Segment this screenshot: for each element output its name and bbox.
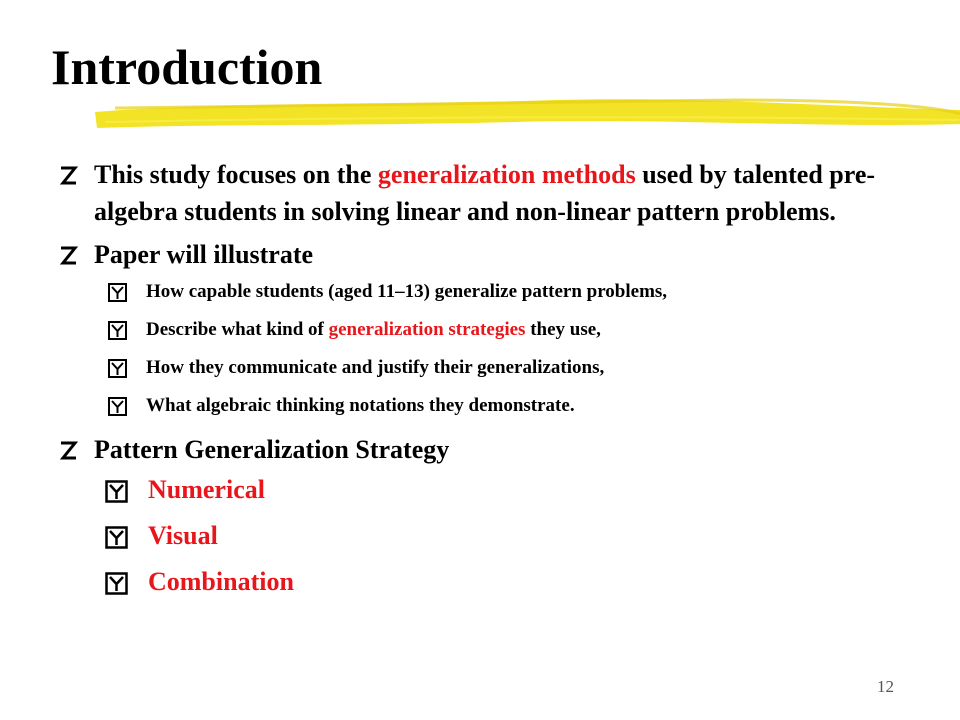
subbullet-communicate [58,355,938,381]
bullet-text-post: used by talented pre-algebra students in solving linear and non-linear pattern problems. [94,160,876,226]
subbullet-capable-students [58,279,938,305]
subbullet-text: How capable students (aged 11–13) generalize pattern problems, [146,281,668,302]
bullet-pattern-strategy [58,431,938,468]
z-bullet-icon [58,431,80,468]
illustrate-sublist [58,279,938,419]
checkbox-bullet-icon [105,480,128,503]
strategy-label: Combination [148,567,294,596]
slide-body [58,156,938,612]
slide-title: Introduction [51,39,323,95]
subbullet-text-pre: Describe what kind of [146,319,329,340]
strategy-label: Numerical [148,475,265,504]
bullet-text: Pattern Generalization Strategy [94,435,450,464]
subbullet-text: What algebraic thinking notations they demonstrate. [146,395,575,416]
bullet-paper-illustrate [58,236,938,273]
checkbox-bullet-icon [105,526,128,549]
subbullet-notations [58,393,938,419]
strategy-sublist [58,474,938,598]
checkbox-bullet-icon [108,359,127,378]
strategy-visual [58,520,938,552]
page-number: 12 [877,677,894,696]
strategy-label: Visual [148,521,218,550]
checkbox-bullet-icon [105,572,128,595]
checkbox-bullet-icon [108,321,127,340]
bullet-text: Paper will illustrate [94,240,314,269]
highlight-generalization-strategies: generalization strategies [328,319,526,340]
z-bullet-icon [58,236,80,273]
checkbox-bullet-icon [108,283,127,302]
strategy-combination [58,566,938,598]
strategy-numerical [58,474,938,506]
subbullet-text: How they communicate and justify their generalizations, [146,357,605,378]
bullet-study-focus [58,156,938,230]
highlight-generalization-methods: generalization methods [377,160,636,189]
subbullet-strategies [58,317,938,343]
subbullet-text-post: they use, [525,319,601,340]
z-bullet-icon [58,156,80,193]
highlighter-stroke [95,88,960,138]
bullet-text-pre: This study focuses on the [94,160,378,189]
checkbox-bullet-icon [108,397,127,416]
